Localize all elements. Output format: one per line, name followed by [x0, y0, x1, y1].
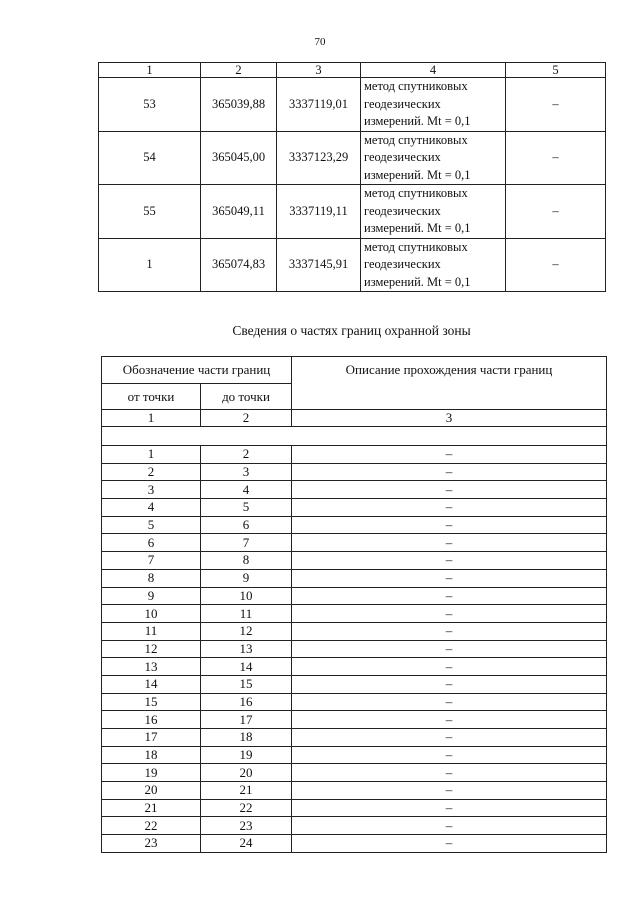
table-row	[102, 658, 607, 676]
note-cell: –	[506, 131, 606, 185]
method-cell	[361, 131, 506, 185]
method-line: измерений. Mt = 0,1	[364, 167, 471, 182]
column-number: 5	[506, 63, 606, 78]
to-point: 24	[201, 835, 292, 853]
description-cell: –	[292, 446, 607, 464]
table-row	[102, 516, 607, 534]
to-point: 16	[201, 693, 292, 711]
boundary-parts-table	[101, 356, 607, 853]
from-point: 8	[102, 569, 201, 587]
method-line: геодезических	[364, 96, 441, 111]
table-row	[102, 817, 607, 835]
from-point: 23	[102, 835, 201, 853]
table-row	[102, 782, 607, 800]
y-coordinate: 3337119,11	[277, 185, 361, 239]
column-number: 2	[201, 410, 292, 427]
to-point: 17	[201, 711, 292, 729]
description-cell: –	[292, 622, 607, 640]
column-number: 1	[99, 63, 201, 78]
description-cell: –	[292, 569, 607, 587]
table-row	[102, 446, 607, 464]
header-row	[102, 357, 607, 384]
description-cell: –	[292, 552, 607, 570]
table-row	[102, 835, 607, 853]
table-row	[99, 185, 606, 239]
table-row	[102, 569, 607, 587]
table-row	[102, 499, 607, 517]
table-row	[99, 238, 606, 292]
to-point: 4	[201, 481, 292, 499]
to-point: 9	[201, 569, 292, 587]
description-cell: –	[292, 764, 607, 782]
method-line: метод спутниковых	[364, 186, 468, 200]
to-point: 8	[201, 552, 292, 570]
to-point: 14	[201, 658, 292, 676]
from-point: 20	[102, 782, 201, 800]
blank-row	[102, 427, 607, 446]
x-coordinate: 365045,00	[201, 131, 277, 185]
table-row	[99, 78, 606, 132]
description-cell: –	[292, 463, 607, 481]
table-row	[102, 463, 607, 481]
method-cell	[361, 238, 506, 292]
table-row	[102, 693, 607, 711]
from-point: 6	[102, 534, 201, 552]
from-point: 15	[102, 693, 201, 711]
method-line: метод спутниковых	[364, 239, 468, 254]
description-cell: –	[292, 587, 607, 605]
y-coordinate: 3337145,91	[277, 238, 361, 292]
blank-cell	[102, 427, 607, 446]
method-cell	[361, 78, 506, 132]
from-point: 11	[102, 622, 201, 640]
method-cell	[361, 185, 506, 239]
to-point: 22	[201, 799, 292, 817]
to-point-header: до точки	[201, 384, 292, 410]
to-point: 6	[201, 516, 292, 534]
from-point: 7	[102, 552, 201, 570]
column-number: 1	[102, 410, 201, 427]
to-point: 23	[201, 817, 292, 835]
description-cell: –	[292, 799, 607, 817]
note-cell: –	[506, 238, 606, 292]
table-row	[102, 534, 607, 552]
from-point: 5	[102, 516, 201, 534]
x-coordinate: 365049,11	[201, 185, 277, 239]
description-cell: –	[292, 729, 607, 747]
column-number: 4	[361, 63, 506, 78]
from-point: 16	[102, 711, 201, 729]
table-row	[102, 764, 607, 782]
y-coordinate: 3337123,29	[277, 131, 361, 185]
table-row	[102, 746, 607, 764]
description-cell: –	[292, 534, 607, 552]
to-point: 15	[201, 675, 292, 693]
to-point: 21	[201, 782, 292, 800]
from-point: 4	[102, 499, 201, 517]
from-point: 3	[102, 481, 201, 499]
to-point: 20	[201, 764, 292, 782]
table-row	[102, 711, 607, 729]
y-coordinate: 3337119,01	[277, 78, 361, 132]
from-point: 18	[102, 746, 201, 764]
table-row	[102, 799, 607, 817]
description-cell: –	[292, 693, 607, 711]
column-number: 3	[277, 63, 361, 78]
to-point: 11	[201, 605, 292, 623]
note-cell: –	[506, 78, 606, 132]
column-number: 3	[292, 410, 607, 427]
method-line: метод спутниковых	[364, 79, 468, 93]
to-point: 10	[201, 587, 292, 605]
from-point: 9	[102, 587, 201, 605]
note-cell: –	[506, 185, 606, 239]
from-point: 13	[102, 658, 201, 676]
to-point: 18	[201, 729, 292, 747]
x-coordinate: 365039,88	[201, 78, 277, 132]
method-line: измерений. Mt = 0,1	[364, 274, 471, 289]
from-point: 1	[102, 446, 201, 464]
description-cell: –	[292, 516, 607, 534]
description-cell: –	[292, 499, 607, 517]
method-line: измерений. Mt = 0,1	[364, 221, 471, 235]
point-number: 54	[99, 131, 201, 185]
from-point: 2	[102, 463, 201, 481]
table-row	[99, 131, 606, 185]
from-point-header: от точки	[102, 384, 201, 410]
table-row	[102, 587, 607, 605]
description-cell: –	[292, 675, 607, 693]
to-point: 19	[201, 746, 292, 764]
description-cell: –	[292, 817, 607, 835]
point-number: 55	[99, 185, 201, 239]
to-point: 7	[201, 534, 292, 552]
to-point: 12	[201, 622, 292, 640]
method-line: геодезических	[364, 203, 441, 218]
to-point: 13	[201, 640, 292, 658]
from-point: 21	[102, 799, 201, 817]
description-cell: –	[292, 782, 607, 800]
description-cell: –	[292, 605, 607, 623]
section-title: Сведения о частях границ охранной зоны	[232, 323, 471, 338]
x-coordinate: 365074,83	[201, 238, 277, 292]
table-row	[102, 622, 607, 640]
from-point: 17	[102, 729, 201, 747]
table-row	[102, 552, 607, 570]
table-row	[102, 640, 607, 658]
to-point: 5	[201, 499, 292, 517]
from-point: 12	[102, 640, 201, 658]
table-row	[102, 675, 607, 693]
description-cell: –	[292, 835, 607, 853]
column-number-row	[102, 410, 607, 427]
description-cell: –	[292, 481, 607, 499]
column-number: 2	[201, 63, 277, 78]
designation-header: Обозначение части границ	[102, 357, 292, 384]
method-line: измерений. Mt = 0,1	[364, 114, 471, 128]
to-point: 3	[201, 463, 292, 481]
table-row	[102, 729, 607, 747]
from-point: 10	[102, 605, 201, 623]
table-row	[102, 605, 607, 623]
from-point: 14	[102, 675, 201, 693]
coordinates-table	[98, 62, 606, 292]
method-line: геодезических	[364, 257, 441, 271]
description-cell: –	[292, 640, 607, 658]
method-line: метод спутниковых	[364, 132, 468, 147]
point-number: 53	[99, 78, 201, 132]
description-cell: –	[292, 711, 607, 729]
from-point: 19	[102, 764, 201, 782]
point-number: 1	[99, 238, 201, 292]
table-row	[102, 481, 607, 499]
method-line: геодезических	[364, 150, 441, 164]
description-cell: –	[292, 746, 607, 764]
from-point: 22	[102, 817, 201, 835]
to-point: 2	[201, 446, 292, 464]
description-cell: –	[292, 658, 607, 676]
column-number-row	[99, 63, 606, 78]
description-header: Описание прохождения части границ	[292, 357, 607, 410]
page-number: 70	[314, 36, 326, 48]
